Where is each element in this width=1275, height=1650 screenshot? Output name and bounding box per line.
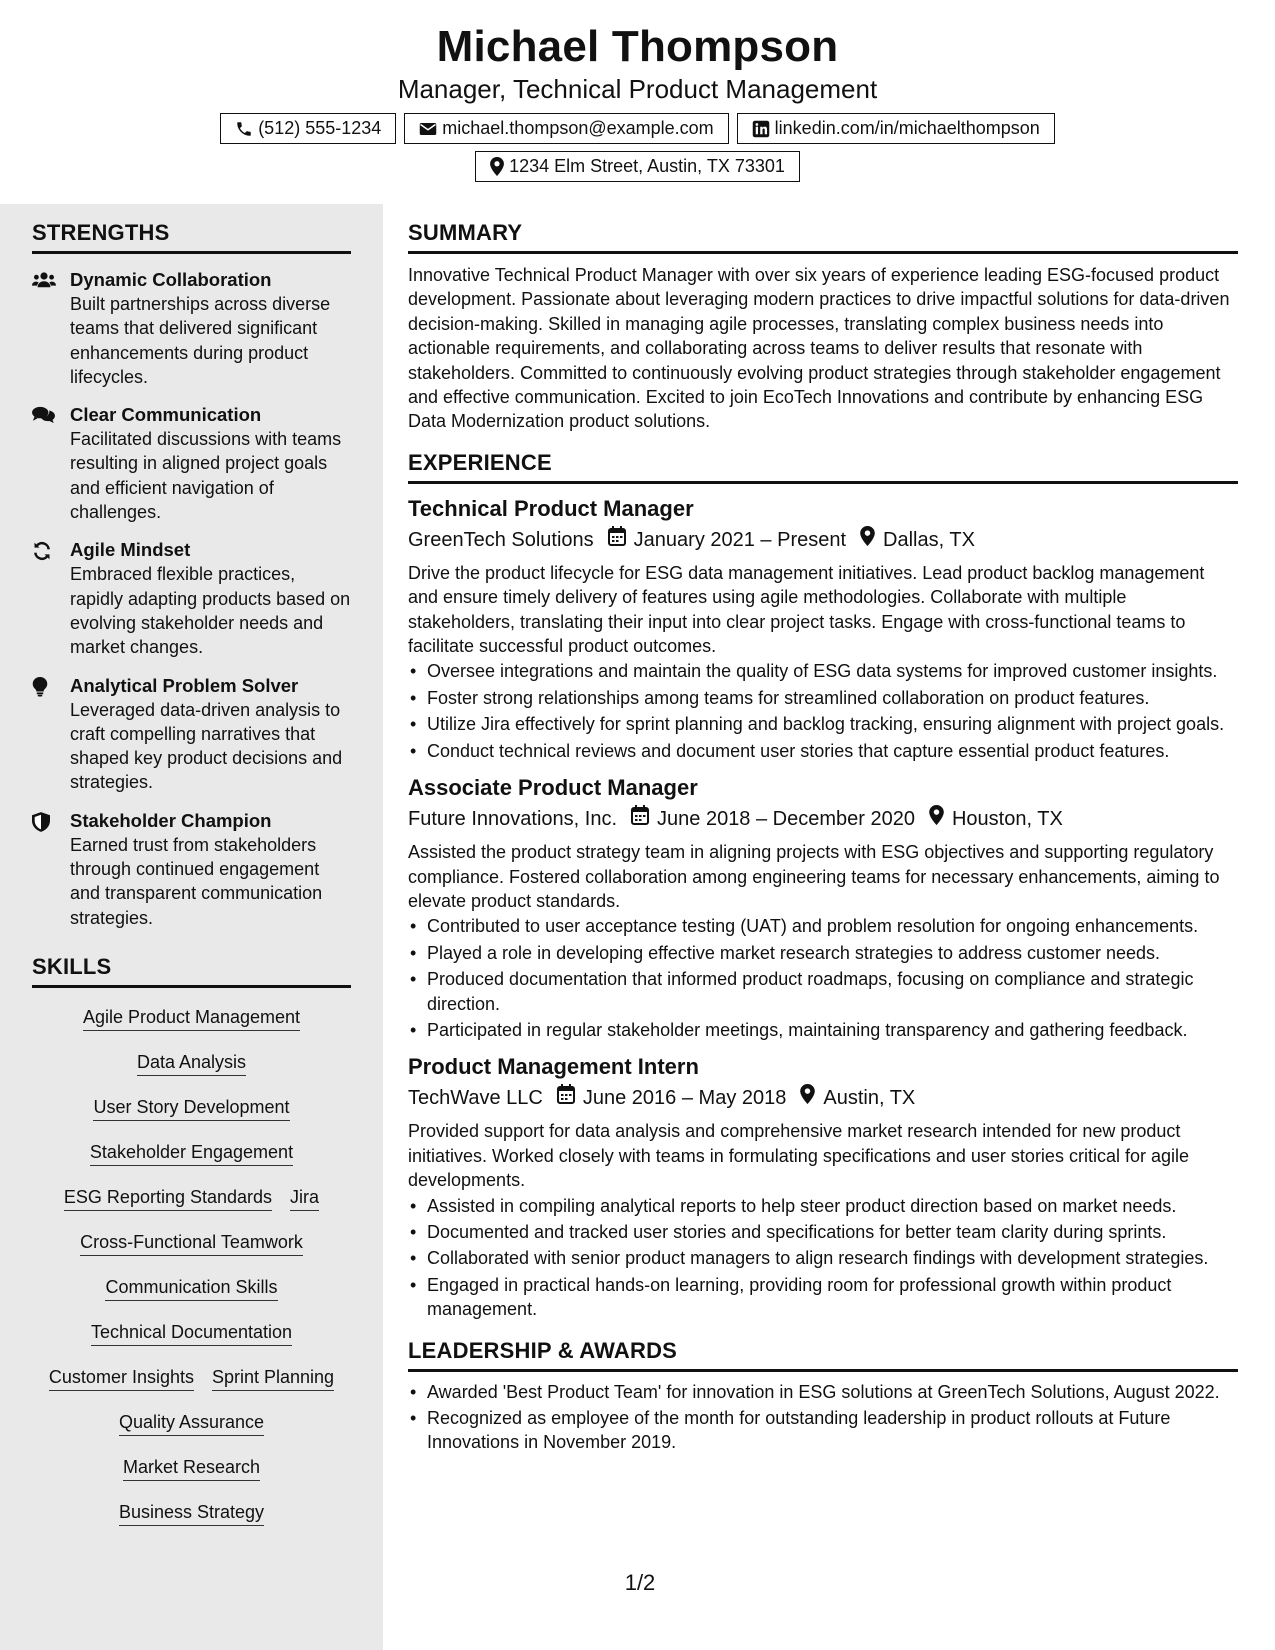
bullet-item: • Foster strong relationships among teams for streamlined collaboration on product features. (408, 686, 1238, 710)
job-location: Dallas, TX (883, 528, 975, 551)
bullet-item: • Collaborated with senior product managers to align research findings with development strategies. (408, 1246, 1238, 1270)
skill-tag: User Story Development (93, 1096, 289, 1121)
summary-text: Innovative Technical Product Manager with over six years of experience leading ESG-focused product development. Passionate about leveraging modern practices to drive impactful solutions for data-driven decision-making. Skilled in managing agile processes, translating complex business needs into actionable requirements, and collaborating across teams to deliver results that resonate with stakeholders. Committed to continuously evolving product strategies through stakeholder engagement and effective communication. Excited to join EcoTech Innovations and contribute by enhancing ESG Data Modernization product solutions. (408, 265, 1230, 432)
strength-title: Analytical Problem Solver (70, 674, 299, 696)
job-meta (408, 1083, 1238, 1113)
skill-row (32, 1078, 351, 1123)
job-bullets (408, 914, 1238, 1042)
skill-tag: Cross-Functional Teamwork (80, 1231, 303, 1256)
company-name: TechWave LLC (408, 1087, 543, 1110)
skill-tag: ESG Reporting Standards (64, 1186, 272, 1211)
bullet-item: • Documented and tracked user stories and specifications for better team clarity during sprints. (408, 1220, 1238, 1244)
strength-desc: Built partnerships across diverse teams that delivered significant enhancements during product lifecycles. (70, 294, 331, 387)
company-name: GreenTech Solutions (408, 528, 594, 551)
calendar-icon (557, 1083, 583, 1113)
skill-tag: Sprint Planning (212, 1366, 334, 1391)
phone-text: (512) 555-1234 (258, 118, 382, 138)
skill-tag: Customer Insights (49, 1366, 194, 1391)
skill-tag: Stakeholder Engagement (90, 1141, 293, 1166)
job-entry (408, 1052, 1238, 1321)
bullet-item: • Recognized as employee of the month for outstanding leadership in product rollouts at Future Innovations in November 2019. (408, 1406, 1238, 1455)
skill-row (32, 1213, 351, 1258)
experience-heading: EXPERIENCE (408, 450, 1238, 484)
skill-tag: Market Research (123, 1456, 260, 1481)
job-bullets (408, 659, 1238, 763)
job-description: Assisted the product strategy team in aligning projects with ESG objectives and supporting regulatory compliance. Fostered collaboration among engineering teams for necessary enhancements, aiming to elevate product standards. (408, 842, 1220, 911)
lightbulb-icon (32, 674, 70, 795)
strength-item (32, 809, 351, 930)
summary-heading: SUMMARY (408, 220, 1238, 254)
skill-row (32, 988, 351, 1033)
strength-item (32, 268, 351, 389)
company-name: Future Innovations, Inc. (408, 808, 618, 831)
strength-title: Clear Communication (70, 404, 262, 426)
skill-row (32, 1438, 351, 1483)
job-location: Houston, TX (951, 808, 1063, 831)
skill-row (32, 1033, 351, 1078)
phone-icon (235, 120, 253, 138)
candidate-title: Manager, Technical Product Management (397, 74, 878, 104)
job-entry (408, 494, 1238, 763)
phone-contact[interactable] (220, 113, 396, 144)
skill-tag: Agile Product Management (83, 1006, 300, 1031)
leadership-bullets (408, 1380, 1238, 1455)
shield-icon (32, 809, 70, 930)
job-title: Technical Product Manager (408, 495, 694, 521)
skill-row (32, 1123, 351, 1168)
map-pin-icon (800, 1083, 823, 1113)
linkedin-icon (752, 120, 770, 138)
bullet-item: • Conduct technical reviews and document user stories that capture essential product features. (408, 739, 1238, 763)
envelope-icon (419, 121, 437, 137)
strength-desc: Embraced flexible practices, rapidly adapting products based on evolving stakeholder needs and market changes. (70, 564, 351, 658)
address-contact (475, 151, 800, 182)
job-title: Product Management Intern (408, 1054, 699, 1080)
skill-row (32, 1483, 351, 1528)
strength-title: Agile Mindset (70, 539, 191, 561)
strength-title: Dynamic Collaboration (70, 269, 272, 290)
bullet-item: • Oversee integrations and maintain the quality of ESG data systems for improved customer insights. (408, 659, 1238, 683)
candidate-name: Michael Thompson (436, 22, 839, 71)
linkedin-text: linkedin.com/in/michaelthompson (774, 118, 1040, 138)
skill-tag: Data Analysis (137, 1051, 246, 1076)
map-pin-icon (490, 157, 504, 176)
bullet-item: • Engaged in practical hands-on learning, providing room for professional growth within product management. (408, 1273, 1238, 1322)
bullet-item: • Awarded 'Best Product Team' for innovation in ESG solutions at GreenTech Solutions, August 2022. (408, 1380, 1238, 1404)
email-contact[interactable] (404, 113, 728, 144)
strength-desc: Earned trust from stakeholders through continued engagement and transparent communication strategies. (70, 834, 323, 928)
calendar-icon (631, 804, 657, 834)
skill-tag: Jira (290, 1186, 319, 1211)
skill-tag: Technical Documentation (91, 1321, 292, 1346)
skill-row (32, 1258, 351, 1303)
bullet-item: • Contributed to user acceptance testing (UAT) and problem resolution for ongoing enhancements. (408, 914, 1238, 938)
address-text: 1234 Elm Street, Austin, TX 73301 (509, 156, 785, 176)
bullet-item: • Assisted in compiling analytical reports to help steer product direction based on market needs. (408, 1194, 1238, 1218)
sync-icon (32, 538, 70, 659)
job-dates: January 2021 – Present (633, 528, 847, 551)
bullet-item: • Played a role in developing effective market research strategies to address customer needs. (408, 941, 1238, 965)
calendar-icon (608, 525, 634, 555)
job-meta (408, 804, 1238, 834)
email-text: michael.thompson@example.com (442, 118, 714, 138)
bullet-item: • Utilize Jira effectively for sprint planning and backlog tracking, ensuring alignment with project goals. (408, 712, 1238, 736)
skill-row (32, 1168, 351, 1213)
skill-row (32, 1393, 351, 1438)
contact-row (0, 113, 1275, 144)
strength-title: Stakeholder Champion (70, 809, 272, 831)
strengths-heading: STRENGTHS (32, 220, 351, 254)
job-meta (408, 525, 1238, 555)
skill-tag: Communication Skills (105, 1276, 277, 1301)
map-pin-icon (929, 804, 952, 834)
strength-desc: Leveraged data-driven analysis to craft compelling narratives that shaped key product decisions and strategies. (70, 699, 343, 793)
skill-row (32, 1348, 351, 1393)
job-location: Austin, TX (823, 1087, 916, 1110)
users-icon (32, 268, 70, 389)
main-column (408, 204, 1238, 1457)
linkedin-contact[interactable] (737, 113, 1055, 144)
job-description: Drive the product lifecycle for ESG data management initiatives. Lead product backlog management and ensure timely delivery of features using agile methodologies. Collaborate with multiple stakeholders, translating their input into clear project tasks. Engage with cross-functional teams to facilitate successful product outcomes. (408, 562, 1205, 657)
skills-heading: SKILLS (32, 954, 351, 988)
skill-tag: Quality Assurance (119, 1411, 264, 1436)
sidebar (0, 204, 383, 1650)
resume-header (0, 0, 1275, 204)
page-number: 1/2 (624, 1570, 656, 1595)
bullet-item: • Produced documentation that informed product roadmaps, focusing on compliance and strategic direction. (408, 967, 1238, 1016)
comments-icon (32, 403, 70, 524)
skill-row (32, 1303, 351, 1348)
bullet-item: • Participated in regular stakeholder meetings, maintaining transparency and gathering feedback. (408, 1018, 1238, 1042)
leadership-heading: LEADERSHIP & AWARDS (408, 1338, 1238, 1372)
map-pin-icon (860, 525, 883, 555)
job-dates: June 2016 – May 2018 (582, 1087, 787, 1110)
strength-item (32, 538, 351, 659)
strength-item (32, 674, 351, 795)
job-dates: June 2018 – December 2020 (657, 808, 915, 831)
contact-row-address (0, 151, 1275, 182)
job-title: Associate Product Manager (408, 775, 698, 801)
strength-item (32, 403, 351, 524)
job-bullets (408, 1194, 1238, 1322)
job-entry (408, 773, 1238, 1042)
job-description: Provided support for data analysis and comprehensive market research intended for new product initiatives. Worked closely with teams in formulating specifications and user stories critical for agile developments. (408, 1121, 1189, 1191)
strength-desc: Facilitated discussions with teams resulting in aligned project goals and efficient navigation of challenges. (70, 429, 342, 523)
skill-tag: Business Strategy (119, 1501, 264, 1526)
